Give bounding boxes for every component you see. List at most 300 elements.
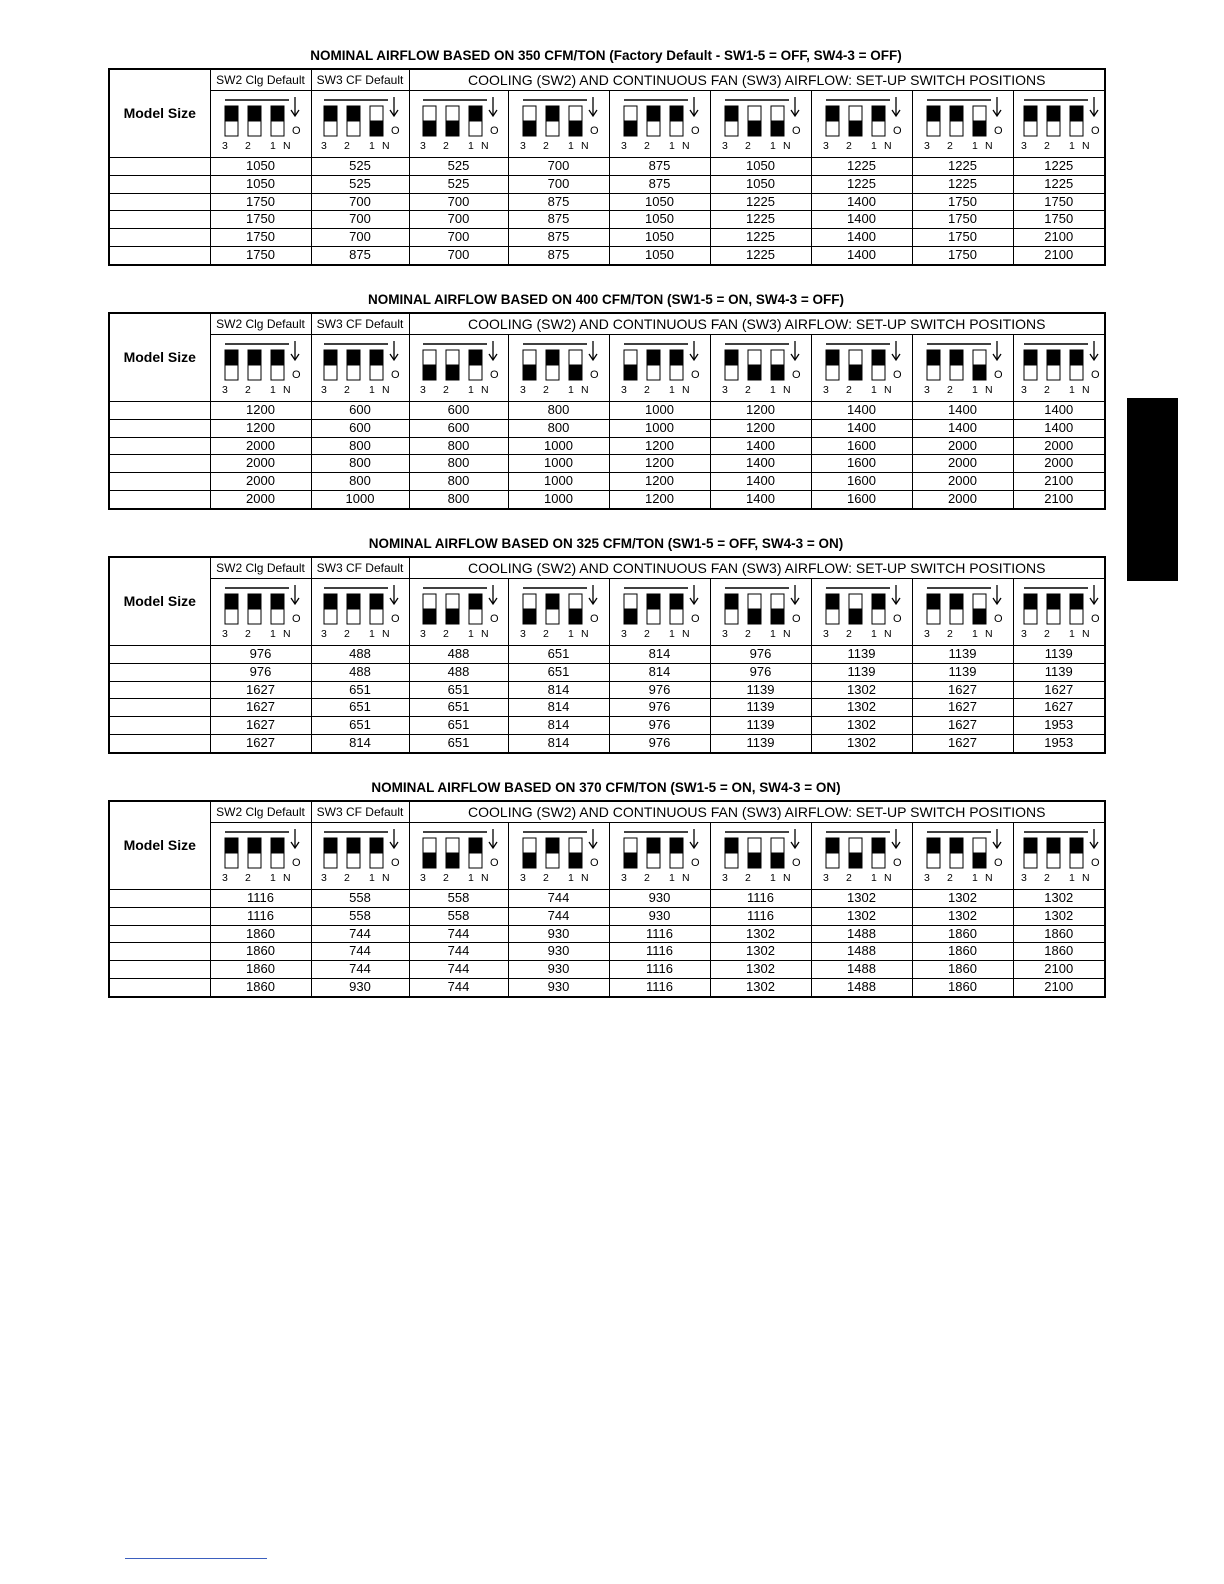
airflow-value-cell: 1000 xyxy=(508,490,609,508)
airflow-value-cell: 1200 xyxy=(609,490,710,508)
airflow-value-cell: 1860 xyxy=(210,943,311,961)
switch-1-lower xyxy=(271,853,284,868)
airflow-value-cell: 1860 xyxy=(210,978,311,996)
switch-number-label: 1 xyxy=(269,140,276,152)
switch-3-upper xyxy=(324,350,337,365)
switch-number-label: N xyxy=(580,384,589,396)
switch-number-label: 1 xyxy=(870,384,877,396)
airflow-value-cell: 744 xyxy=(409,978,508,996)
switch-number-label: 2 xyxy=(344,872,350,884)
airflow-value-cell: 1200 xyxy=(210,419,311,437)
switch-number-label: 3 xyxy=(923,628,930,640)
header-row xyxy=(109,801,1105,823)
airflow-value-cell: 1050 xyxy=(609,229,710,247)
airflow-value-cell: 1860 xyxy=(912,943,1013,961)
footer-rule xyxy=(125,1558,267,1559)
switch-number-label: N xyxy=(681,384,690,396)
switch-number-label: 3 xyxy=(822,628,829,640)
switch-number-label: 3 xyxy=(519,140,526,152)
model-size-cell xyxy=(109,455,210,473)
switch-number-label: 2 xyxy=(643,872,650,884)
model-size-cell xyxy=(109,943,210,961)
airflow-value-cell: 525 xyxy=(311,158,409,176)
airflow-value-cell: 1302 xyxy=(710,943,811,961)
model-size-cell xyxy=(109,961,210,979)
airflow-value-cell: 875 xyxy=(609,175,710,193)
off-label: O xyxy=(589,369,599,381)
switch-2-upper xyxy=(446,106,459,121)
airflow-value-cell: 814 xyxy=(609,663,710,681)
airflow-value-cell: 976 xyxy=(609,717,710,735)
switch-position-diagram xyxy=(614,91,706,153)
switch-3-lower xyxy=(225,609,238,624)
table-row xyxy=(109,437,1105,455)
switch-2-upper xyxy=(1047,350,1060,365)
switch-position-diagram xyxy=(715,823,807,885)
switch-1-lower xyxy=(872,121,885,136)
airflow-value-cell: 1627 xyxy=(210,734,311,752)
switch-2-lower xyxy=(446,121,459,136)
airflow-value-cell: 1139 xyxy=(912,646,1013,664)
airflow-value-cell: 2100 xyxy=(1013,978,1105,996)
switch-number-label: N xyxy=(782,384,791,396)
switch-3-lower xyxy=(624,121,637,136)
switch-1-upper xyxy=(370,594,383,609)
switch-number-label: 3 xyxy=(1020,872,1027,884)
airflow-value-cell: 976 xyxy=(710,646,811,664)
switch-position-diagram xyxy=(715,335,807,397)
airflow-value-cell: 1953 xyxy=(1013,734,1105,752)
airflow-value-cell: 1860 xyxy=(1013,925,1105,943)
switch-number-label: 2 xyxy=(244,384,251,396)
switch-2-upper xyxy=(950,594,963,609)
off-label: O xyxy=(589,857,599,869)
airflow-value-cell: 700 xyxy=(409,193,508,211)
airflow-value-cell: 525 xyxy=(311,175,409,193)
airflow-value-cell: 651 xyxy=(409,699,508,717)
switch-2-lower xyxy=(248,121,261,136)
off-label: O xyxy=(993,369,1003,381)
model-size-cell xyxy=(109,978,210,996)
model-size-cell xyxy=(109,890,210,908)
switch-2-upper xyxy=(1047,594,1060,609)
table-row xyxy=(109,681,1105,699)
switch-2-upper xyxy=(347,106,360,121)
switch-2-lower xyxy=(546,121,559,136)
switch-3-upper xyxy=(1024,838,1037,853)
switch-2-lower xyxy=(748,609,761,624)
airflow-value-cell: 1050 xyxy=(210,158,311,176)
switch-number-label: 2 xyxy=(244,872,251,884)
switch-number-label: 2 xyxy=(244,140,251,152)
switch-3-lower xyxy=(725,853,738,868)
switch-position-diagram xyxy=(314,335,406,397)
switch-1-lower xyxy=(771,609,784,624)
switch-3-upper xyxy=(523,350,536,365)
switch-1-lower xyxy=(973,853,986,868)
off-label: O xyxy=(993,125,1003,137)
switch-3-lower xyxy=(324,365,337,380)
table-row xyxy=(109,473,1105,491)
switch-2-lower xyxy=(950,365,963,380)
airflow-value-cell: 1200 xyxy=(609,473,710,491)
switch-number-label: N xyxy=(681,872,690,884)
airflow-value-cell: 1627 xyxy=(210,681,311,699)
off-label: O xyxy=(589,613,599,625)
table-row xyxy=(109,943,1105,961)
switch-number-label: 1 xyxy=(1068,872,1075,884)
airflow-value-cell: 1139 xyxy=(1013,663,1105,681)
switch-1-upper xyxy=(771,838,784,853)
switch-1-upper xyxy=(973,350,986,365)
airflow-value-cell: 651 xyxy=(409,717,508,735)
switch-3-lower xyxy=(826,853,839,868)
airflow-value-cell: 525 xyxy=(409,158,508,176)
off-label: O xyxy=(892,125,902,137)
switch-2-lower xyxy=(248,853,261,868)
airflow-value-cell: 2000 xyxy=(1013,455,1105,473)
airflow-value-cell: 600 xyxy=(311,402,409,420)
switch-number-label: N xyxy=(782,628,791,640)
switch-3-lower xyxy=(624,365,637,380)
airflow-table xyxy=(108,68,1106,266)
model-size-cell xyxy=(109,925,210,943)
model-size-cell xyxy=(109,473,210,491)
switch-3-lower xyxy=(1024,365,1037,380)
switch-2-lower xyxy=(248,365,261,380)
switch-position-cell xyxy=(710,335,811,402)
switch-number-label: 1 xyxy=(870,628,877,640)
switch-1-upper xyxy=(271,106,284,121)
airflow-value-cell: 800 xyxy=(409,490,508,508)
airflow-value-cell: 1302 xyxy=(710,925,811,943)
switch-number-label: 1 xyxy=(769,140,776,152)
airflow-value-cell: 875 xyxy=(609,158,710,176)
table-row xyxy=(109,193,1105,211)
table-row xyxy=(109,490,1105,508)
airflow-value-cell: 1488 xyxy=(811,978,912,996)
switch-position-diagram xyxy=(614,335,706,397)
airflow-value-cell: 2000 xyxy=(912,437,1013,455)
switch-number-label: 3 xyxy=(1020,384,1027,396)
switch-number-label: 2 xyxy=(946,872,953,884)
switch-number-label: 2 xyxy=(845,384,852,396)
switch-3-lower xyxy=(225,853,238,868)
airflow-value-cell: 814 xyxy=(508,734,609,752)
airflow-value-cell: 1139 xyxy=(710,699,811,717)
airflow-value-cell: 1600 xyxy=(811,455,912,473)
airflow-value-cell: 744 xyxy=(311,961,409,979)
off-label: O xyxy=(391,857,400,869)
airflow-value-cell: 1050 xyxy=(710,175,811,193)
switch-position-cell xyxy=(1013,91,1105,158)
switch-3-lower xyxy=(523,609,536,624)
switch-2-upper xyxy=(446,594,459,609)
airflow-value-cell: 1139 xyxy=(811,646,912,664)
switch-number-label: N xyxy=(1081,384,1090,396)
switch-number-label: N xyxy=(883,384,892,396)
airflow-value-cell: 1750 xyxy=(210,193,311,211)
airflow-value-cell: 1302 xyxy=(811,734,912,752)
airflow-value-cell: 1225 xyxy=(710,229,811,247)
switch-3-lower xyxy=(624,853,637,868)
airflow-value-cell: 651 xyxy=(409,734,508,752)
airflow-value-cell: 651 xyxy=(311,699,409,717)
airflow-value-cell: 1627 xyxy=(1013,681,1105,699)
switch-number-label: 3 xyxy=(321,872,327,884)
switch-3-lower xyxy=(423,365,436,380)
airflow-value-cell: 1400 xyxy=(811,193,912,211)
switch-1-lower xyxy=(872,609,885,624)
switch-3-upper xyxy=(927,350,940,365)
airflow-value-cell: 700 xyxy=(311,229,409,247)
airflow-value-cell: 558 xyxy=(409,907,508,925)
airflow-value-cell: 2100 xyxy=(1013,229,1105,247)
switch-2-lower xyxy=(950,853,963,868)
airflow-value-cell: 1000 xyxy=(508,473,609,491)
switch-2-lower xyxy=(849,853,862,868)
switch-3-lower xyxy=(225,121,238,136)
switch-2-lower xyxy=(748,853,761,868)
switch-3-upper xyxy=(725,350,738,365)
airflow-value-cell: 700 xyxy=(508,175,609,193)
switch-number-label: 3 xyxy=(620,140,627,152)
switch-position-cell xyxy=(912,335,1013,402)
switch-3-upper xyxy=(225,106,238,121)
switch-2-upper xyxy=(950,106,963,121)
airflow-value-cell: 1200 xyxy=(609,455,710,473)
airflow-value-cell: 700 xyxy=(409,246,508,264)
switch-1-lower xyxy=(569,121,582,136)
switch-2-upper xyxy=(347,594,360,609)
airflow-value-cell: 700 xyxy=(508,158,609,176)
airflow-value-cell: 1860 xyxy=(210,925,311,943)
switch-positions-header: COOLING (SW2) AND CONTINUOUS FAN (SW3) AIRFLOW: SET-UP SWITCH POSITIONS xyxy=(409,69,1105,91)
switch-2-lower xyxy=(849,365,862,380)
switch-number-label: N xyxy=(681,140,690,152)
sw3-default-header: SW3 CF Default xyxy=(311,801,409,823)
switch-3-upper xyxy=(423,594,436,609)
model-size-cell xyxy=(109,158,210,176)
airflow-value-cell: 1050 xyxy=(609,193,710,211)
airflow-value-cell: 700 xyxy=(409,211,508,229)
off-label: O xyxy=(391,125,400,137)
airflow-value-cell: 976 xyxy=(210,663,311,681)
switch-2-upper xyxy=(849,594,862,609)
switch-position-cell xyxy=(811,579,912,646)
table-row xyxy=(109,699,1105,717)
airflow-value-cell: 1050 xyxy=(609,211,710,229)
airflow-value-cell: 1139 xyxy=(710,717,811,735)
model-size-cell xyxy=(109,246,210,264)
header-row xyxy=(109,557,1105,579)
airflow-value-cell: 744 xyxy=(508,890,609,908)
sw3-default-header: SW3 CF Default xyxy=(311,557,409,579)
airflow-value-cell: 1627 xyxy=(912,717,1013,735)
airflow-value-cell: 1116 xyxy=(609,978,710,996)
switch-number-label: N xyxy=(1081,140,1090,152)
airflow-value-cell: 1139 xyxy=(811,663,912,681)
switch-2-upper xyxy=(546,106,559,121)
switch-1-lower xyxy=(771,365,784,380)
switch-1-lower xyxy=(973,365,986,380)
switch-position-cell xyxy=(409,579,508,646)
switch-2-upper xyxy=(546,594,559,609)
switch-number-label: 3 xyxy=(721,628,728,640)
switch-3-lower xyxy=(927,365,940,380)
airflow-value-cell: 875 xyxy=(508,193,609,211)
airflow-value-cell: 1225 xyxy=(710,193,811,211)
switch-1-upper xyxy=(670,838,683,853)
switch-diagram-row xyxy=(109,823,1105,890)
switch-number-label: N xyxy=(480,872,489,884)
model-size-cell xyxy=(109,699,210,717)
switch-number-label: N xyxy=(282,628,291,640)
sw2-default-header: SW2 Clg Default xyxy=(210,313,311,335)
switch-number-label: N xyxy=(984,872,993,884)
airflow-value-cell: 1953 xyxy=(1013,717,1105,735)
switch-number-label: 1 xyxy=(369,384,375,396)
section-tab-marker xyxy=(1127,398,1178,581)
switch-3-upper xyxy=(1024,594,1037,609)
off-label: O xyxy=(791,369,801,381)
off-label: O xyxy=(291,369,301,381)
airflow-value-cell: 1302 xyxy=(811,907,912,925)
switch-position-diagram xyxy=(917,335,1009,397)
switch-2-upper xyxy=(647,350,660,365)
switch-number-label: 1 xyxy=(369,628,375,640)
airflow-value-cell: 800 xyxy=(311,473,409,491)
table-title: NOMINAL AIRFLOW BASED ON 400 CFM/TON (SW1-5 = ON, SW4-3 = OFF) xyxy=(367,292,845,307)
airflow-value-cell: 800 xyxy=(409,473,508,491)
switch-position-cell xyxy=(811,91,912,158)
airflow-value-cell: 651 xyxy=(409,681,508,699)
switch-1-upper xyxy=(370,838,383,853)
airflow-value-cell: 800 xyxy=(409,455,508,473)
airflow-value-cell: 2000 xyxy=(210,455,311,473)
table-title: NOMINAL AIRFLOW BASED ON 350 CFM/TON (Factory Default - SW1-5 = OFF, SW4-3 = OFF) xyxy=(310,48,902,63)
airflow-value-cell: 2000 xyxy=(912,490,1013,508)
switch-2-lower xyxy=(347,609,360,624)
switch-diagram-row xyxy=(109,579,1105,646)
switch-1-upper xyxy=(370,350,383,365)
switch-number-label: N xyxy=(883,140,892,152)
switch-3-upper xyxy=(624,594,637,609)
switch-2-lower xyxy=(1047,853,1060,868)
switch-number-label: 3 xyxy=(519,384,526,396)
switch-3-lower xyxy=(624,609,637,624)
switch-number-label: 3 xyxy=(221,628,228,640)
airflow-value-cell: 1750 xyxy=(1013,211,1105,229)
switch-number-label: 3 xyxy=(923,140,930,152)
off-label: O xyxy=(993,857,1003,869)
airflow-value-cell: 1750 xyxy=(912,246,1013,264)
switch-number-label: 1 xyxy=(971,628,978,640)
airflow-value-cell: 651 xyxy=(508,663,609,681)
airflow-value-cell: 1302 xyxy=(811,890,912,908)
switch-2-lower xyxy=(647,121,660,136)
off-label: O xyxy=(690,125,700,137)
switch-2-upper xyxy=(748,594,761,609)
switch-number-label: 3 xyxy=(221,384,228,396)
airflow-value-cell: 800 xyxy=(508,402,609,420)
switch-position-cell xyxy=(210,335,311,402)
airflow-value-cell: 930 xyxy=(311,978,409,996)
switch-2-upper xyxy=(647,594,660,609)
switch-1-lower xyxy=(370,121,383,136)
airflow-table xyxy=(108,800,1106,998)
switch-1-upper xyxy=(271,350,284,365)
switch-3-upper xyxy=(624,838,637,853)
switch-1-upper xyxy=(271,594,284,609)
airflow-value-cell: 976 xyxy=(609,681,710,699)
airflow-value-cell: 1750 xyxy=(210,229,311,247)
switch-number-label: N xyxy=(382,140,390,152)
switch-1-upper xyxy=(1070,838,1083,853)
airflow-value-cell: 1302 xyxy=(912,890,1013,908)
table-row xyxy=(109,158,1105,176)
switch-position-cell xyxy=(311,335,409,402)
airflow-value-cell: 930 xyxy=(508,925,609,943)
switch-positions-header: COOLING (SW2) AND CONTINUOUS FAN (SW3) AIRFLOW: SET-UP SWITCH POSITIONS xyxy=(409,313,1105,335)
switch-2-upper xyxy=(347,350,360,365)
switch-2-upper xyxy=(248,838,261,853)
switch-number-label: 2 xyxy=(442,628,449,640)
switch-position-diagram xyxy=(614,823,706,885)
airflow-value-cell: 1139 xyxy=(912,663,1013,681)
table-row xyxy=(109,246,1105,264)
switch-position-cell xyxy=(311,579,409,646)
switch-number-label: 1 xyxy=(467,140,474,152)
switch-number-label: N xyxy=(282,384,291,396)
switch-3-upper xyxy=(423,106,436,121)
airflow-value-cell: 744 xyxy=(311,925,409,943)
switch-position-diagram xyxy=(816,91,908,153)
switch-2-upper xyxy=(950,838,963,853)
airflow-value-cell: 744 xyxy=(409,925,508,943)
airflow-value-cell: 1400 xyxy=(710,437,811,455)
switch-number-label: 1 xyxy=(269,384,276,396)
switch-2-lower xyxy=(546,609,559,624)
switch-1-lower xyxy=(771,853,784,868)
switch-position-cell xyxy=(409,91,508,158)
switch-number-label: 2 xyxy=(442,384,449,396)
airflow-value-cell: 1400 xyxy=(710,455,811,473)
off-label: O xyxy=(489,369,499,381)
switch-number-label: 2 xyxy=(643,140,650,152)
switch-3-upper xyxy=(324,106,337,121)
switch-position-cell xyxy=(409,335,508,402)
switch-3-upper xyxy=(826,350,839,365)
switch-position-diagram xyxy=(917,823,1009,885)
switch-number-label: N xyxy=(480,628,489,640)
switch-number-label: N xyxy=(580,872,589,884)
switch-2-lower xyxy=(950,121,963,136)
switch-position-diagram xyxy=(215,335,307,397)
airflow-value-cell: 1139 xyxy=(710,734,811,752)
sw2-default-header: SW2 Clg Default xyxy=(210,69,311,91)
airflow-value-cell: 1225 xyxy=(912,175,1013,193)
airflow-value-cell: 2100 xyxy=(1013,473,1105,491)
airflow-value-cell: 488 xyxy=(311,663,409,681)
switch-2-lower xyxy=(347,853,360,868)
airflow-value-cell: 1139 xyxy=(710,681,811,699)
model-size-cell xyxy=(109,717,210,735)
airflow-value-cell: 1750 xyxy=(210,246,311,264)
table-title: NOMINAL AIRFLOW BASED ON 370 CFM/TON (SW1-5 = ON, SW4-3 = ON) xyxy=(371,780,841,795)
switch-number-label: 2 xyxy=(244,628,251,640)
switch-position-diagram xyxy=(816,335,908,397)
